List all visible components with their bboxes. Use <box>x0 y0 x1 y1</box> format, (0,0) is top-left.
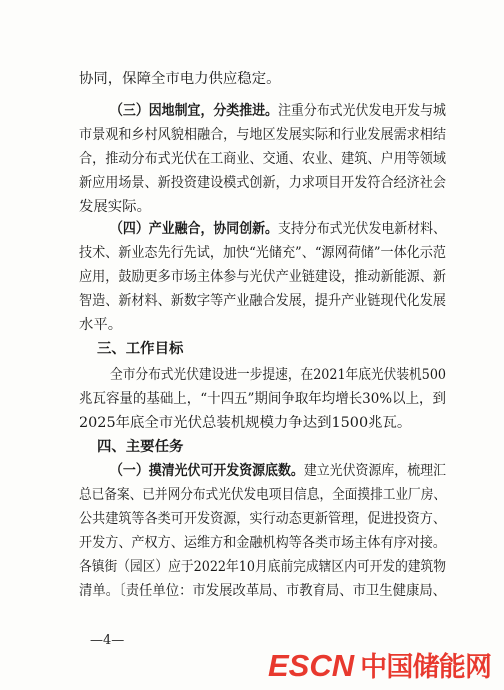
heading-text: 四、主要任务 <box>97 439 184 455</box>
text-line <box>11 101 504 121</box>
body-text: 公共建筑等各类可开发资源，实行动态更新管理，促进投资方、 <box>79 511 447 527</box>
heading-text: （一）摸清光伏可开发资源底数。 <box>110 462 304 479</box>
text-line <box>9 557 504 577</box>
text-line <box>0 437 504 457</box>
heading-text: （四）产业融合，协同创新。 <box>110 220 278 237</box>
text-line <box>7 173 504 193</box>
text-line <box>7 509 504 529</box>
text-line <box>0 413 504 433</box>
text-line <box>5 389 504 409</box>
text-line <box>7 149 504 169</box>
body-text: 全市分布式光伏建设进一步提速，在2021年底光伏装机500 <box>110 367 446 383</box>
body-text: 兆瓦容量的基础上，“十四五”期间争取年均增长30%以上，到 <box>79 391 446 407</box>
watermark-name: 中国储能网 <box>360 652 492 683</box>
body-text: 支持分布式光伏发电新材料、 <box>277 221 446 237</box>
text-line <box>0 339 504 359</box>
body-text: 发展实际。 <box>79 199 151 215</box>
text-line <box>7 291 504 311</box>
watermark-brand: ESCN <box>268 648 355 683</box>
body-text: 协同，保障全市电力供应稳定。 <box>79 71 281 87</box>
body-text: 总已备案、已并网分布式光伏发电项目信息，全面摸排工业厂房、 <box>79 487 447 503</box>
text-line <box>10 485 504 505</box>
body-text: 清单。〔责任单位：市发展改革局、市教育局、市卫生健康局、 <box>79 583 447 599</box>
text-line <box>0 315 504 335</box>
text-line <box>0 197 504 217</box>
body-text: 建立光伏资源库，梳理汇 <box>303 463 446 479</box>
text-line <box>7 267 504 287</box>
body-text: 各镇街（园区）应于2022年10月底前完成辖区内可开发的建筑物 <box>79 559 447 575</box>
text-line <box>0 69 504 89</box>
body-text: 新应用场景、新投资建设模式创新，力求项目开发符合经济社会 <box>79 175 447 191</box>
text-line <box>7 243 504 263</box>
text-line <box>6 581 504 601</box>
watermark-logo <box>266 645 496 683</box>
text-line <box>11 219 504 239</box>
heading-text: 三、工作目标 <box>97 341 184 357</box>
body-text: 2025年底全市光伏总装机规模力争达到1500兆瓦。 <box>79 415 412 431</box>
body-text: 市景观和乡村风貌相融合，与地区发展实际和行业发展需求相结 <box>79 127 447 143</box>
body-text: 注重分布式光伏发电开发与城 <box>277 103 446 119</box>
text-line <box>7 125 504 145</box>
body-text: 智造、新材料、新数字等产业融合发展，提升产业链现代化发展 <box>79 293 447 309</box>
body-text: 水平。 <box>79 317 123 333</box>
body-text: 开发方、产权方、运维方和金融机构等各类市场主体有序对接。 <box>79 535 447 551</box>
text-line <box>7 533 504 553</box>
body-text: 技术、新业态先行先试，加快“光储充”、“源网荷储”一体化示范 <box>79 245 446 261</box>
heading-text: （三）因地制宜，分类推进。 <box>110 102 278 119</box>
text-line <box>11 461 504 481</box>
body-text: 合，推动分布式光伏在工商业、交通、农业、建筑、户用等领域 <box>79 151 447 167</box>
text-line <box>13 365 504 385</box>
page-number: —4— <box>90 633 125 648</box>
body-text: 应用，鼓励更多市场主体参与光伏产业链建设，推动新能源、新 <box>79 269 447 285</box>
